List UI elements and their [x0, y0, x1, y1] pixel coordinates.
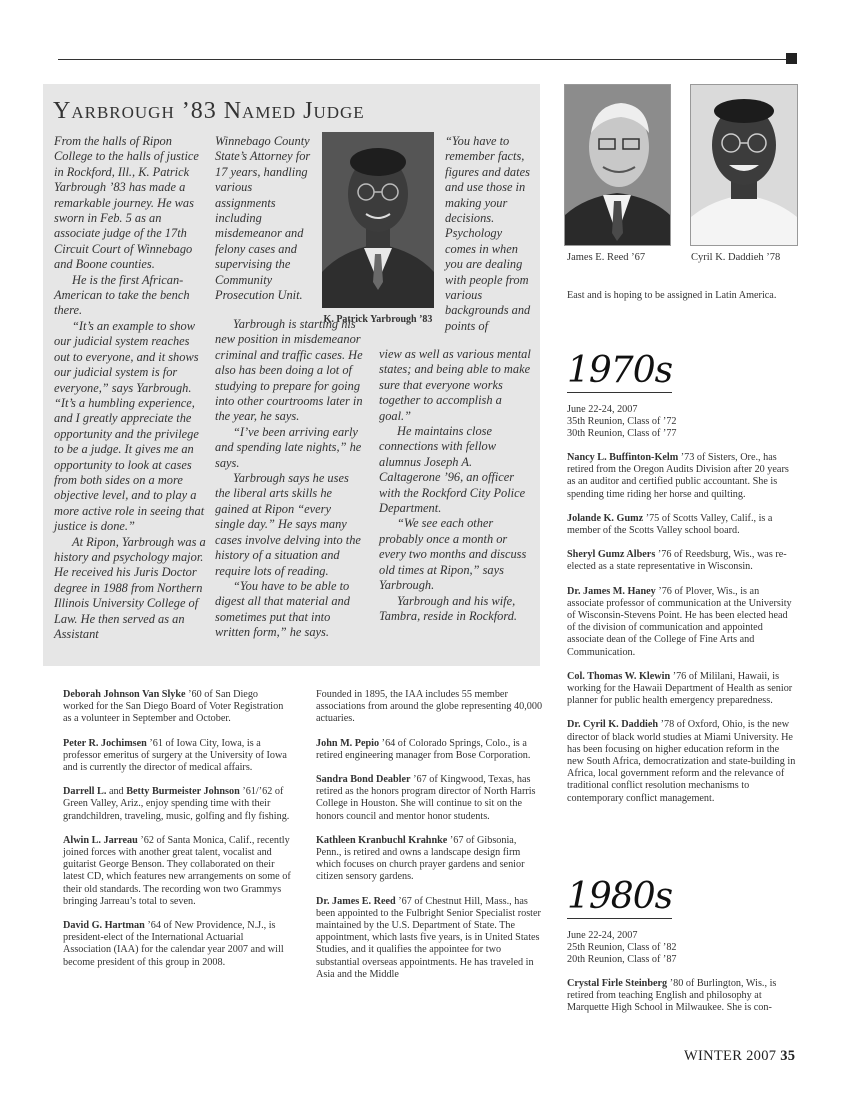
reunion-date: June 22-24, 2007	[567, 930, 638, 941]
note-text: ’75 of Scotts Valley, Calif., is a member of the Scotts Valley school board.	[567, 512, 773, 537]
note-text: ’73 of Sisters, Ore., has retired from the Oregon Audits Division after 20 years as an auditor and certified public accountant. She is spending time riding her horse and quilting.	[567, 452, 789, 500]
note-text: ’60 of San Diego worked for the San Diego Board of Voter Registration as a volunteer in September and October.	[63, 689, 284, 725]
class-note	[63, 786, 291, 823]
feature-paragraph: Yarbrough says he uses the liberal arts skills he gained at Ripon “every single day.” He says many cases involve delving into the history of a situation and require lots of reading.	[215, 471, 361, 578]
feature-paragraph: From the halls of Ripon College to the halls of justice in Rockford, Ill., K. Patrick Yarbrough ’83 has made a remarkable journey. He was sworn in Feb. 5 as an associate judge of the 17th Circuit Court of Winnebago and Boone counties.	[54, 134, 199, 272]
feature-article	[43, 84, 540, 666]
class-note	[316, 738, 544, 762]
class-note	[316, 896, 544, 981]
class-notes-continued	[567, 290, 797, 314]
alumni-name: Kathleen Kranbuchl Krahnke	[316, 834, 448, 846]
note-text: and	[106, 786, 127, 798]
alumni-name: Jolande K. Gumz	[567, 512, 644, 524]
class-note	[63, 835, 291, 908]
alumni-name: Dr. James M. Haney	[567, 585, 656, 597]
class-notes-column-b	[316, 689, 544, 993]
feature-paragraph: At Ripon, Yarbrough was a history and psychology major. He received his Juris Doctor degree in 1988 from Northern Illinois University College of Law. He then served as an Assistant	[54, 534, 206, 641]
class-notes-1980s	[567, 930, 797, 1027]
class-note	[63, 689, 291, 726]
decade-underline	[567, 392, 672, 393]
class-note	[567, 513, 797, 537]
feature-column-3-bottom	[379, 347, 535, 624]
reunion-info	[567, 930, 797, 966]
reed-photo	[564, 84, 671, 246]
class-note	[567, 671, 797, 708]
class-note	[567, 586, 797, 659]
decade-heading-1970s: 1970s	[567, 350, 673, 391]
alumni-name: Col. Thomas W. Klewin	[567, 670, 671, 682]
decade-heading-1980s: 1980s	[567, 876, 673, 917]
page-folio	[684, 1048, 795, 1065]
reunion-line: 35th Reunion, Class of ’72	[567, 416, 677, 427]
class-note	[63, 738, 291, 775]
issue-label: WINTER 2007	[684, 1048, 777, 1064]
top-rule-marker	[786, 53, 797, 64]
alumni-name: Deborah Johnson Van Slyke	[63, 689, 186, 700]
alumni-name: Nancy L. Buffinton-Kelm	[567, 452, 679, 463]
feature-column-2-top	[215, 134, 315, 303]
note-text: ’61/’62 of Green Valley, Ariz., enjoy spending time with their grandchildren, traveling, music, golfing and fly fishing.	[63, 786, 290, 822]
decade-underline	[567, 918, 672, 919]
class-note	[567, 719, 797, 804]
note-text: ’67 of Gibsonia, Penn., is retired and owns a landscape design firm which focuses on church prayer gardens and senior citizen sensory gardens.	[316, 834, 525, 883]
feature-paragraph: view as well as various mental states; and being able to make sure that everyone works together to accomplish a goal.”	[379, 347, 531, 423]
feature-paragraph: He is the first African-American to take the bench there.	[54, 272, 190, 318]
feature-paragraph: Yarbrough is starting his new position in misdemeanor criminal and traffic cases. He also has been doing a lot of studying to prepare for going into other courtrooms later in the year, he says.	[215, 317, 363, 424]
note-text: ’67 of Chestnut Hill, Mass., has been appointed to the Fulbright Senior Specialist roster maintained by the U.S. Department of State. The appointment, which lasts five years, is in United States Studies, and it qualifies the appointee for two substantial overseas appointments. He has traveled in Asia and the Middle	[316, 895, 541, 980]
note-text: ’76 of Plover, Wis., is an associate professor of communication at the University of Wisconsin-Stevens Point. He has been elected head of the division of communication and appointed associate dean of the College of Fine Arts and Communication.	[567, 585, 792, 658]
alumni-name: Alwin L. Jarreau	[63, 834, 138, 846]
note-text: ’80 of Burlington, Wis., is retired from teaching English and philosophy at Marquette High School in Milwaukee. She is con-	[567, 978, 777, 1014]
feature-column-1	[54, 134, 206, 642]
feature-paragraph: “You have to remember facts, figures and dates and use those in making your decisions. Psychology comes in when you are dealing with people from various backgrounds and points of	[445, 134, 531, 333]
page-number: 35	[780, 1048, 796, 1064]
note-text: ’67 of Kingwood, Texas, has retired as the honors program director of North Harris College in Houston. She will continue to sit on the honors council and mentor honor students.	[316, 774, 536, 822]
reunion-line: 25th Reunion, Class of ’82	[567, 942, 677, 953]
feature-paragraph: “It’s an example to show our judicial system reaches out to everyone, and it shows our judicial system is for everyone,” says Yarbrough. “It’s a humbling experience, and I greatly appreciate the opportunity and the privilege to be a judge. It gives me an opportunity to look at cases from both sides on a more objective level, and to play a more active role in seeing that justice is done.”	[54, 318, 205, 534]
reed-caption: James E. Reed ’67	[567, 252, 646, 263]
alumni-name: Dr. James E. Reed	[316, 895, 396, 907]
feature-title: Yarbrough ’83 Named Judge	[53, 98, 365, 124]
feature-paragraph: Yarbrough and his wife, Tambra, reside in Rockford.	[379, 593, 518, 623]
note-text: ’64 of Colorado Springs, Colo., is a retired engineering manager from Bose Corporation.	[316, 737, 531, 761]
feature-paragraph: “We see each other probably once a month or every two months and discuss old times at Ripon,” says Yarbrough.	[379, 516, 527, 593]
note-text: ’62 of Santa Monica, Calif., recently joined forces with another great talent, vocalist and guitarist George Benson. They collaborated on their latest CD, which features new arrangements on some of their old standards. The recording won two Grammys bringing Jarreau’s total to seven.	[63, 834, 291, 907]
alumni-name: Peter R. Jochimsen	[63, 737, 147, 749]
class-note: East and is hoping to be assigned in Latin America.	[567, 290, 777, 301]
class-note	[567, 549, 797, 573]
class-note	[316, 835, 544, 884]
note-text: ’76 of Mililani, Hawaii, is working for the Hawaii Department of Health as senior planner for public health emergency preparedness.	[567, 670, 793, 707]
reunion-line: 30th Reunion, Class of ’77	[567, 428, 677, 439]
alumni-name: Sheryl Gumz Albers	[567, 549, 656, 561]
class-notes-column-a	[63, 689, 291, 981]
class-note	[567, 452, 797, 501]
note-text: ’78 of Oxford, Ohio, is the new director of black world studies at Miami University. He has been focusing on higher education reform in the new South Africa, democratization and state-building in Africa, local government reform and the relevance of traditional conflict resolution mechanisms to contemporary conflict management.	[567, 719, 796, 804]
feature-column-3-top	[445, 134, 535, 334]
alumni-name: Darrell L.	[63, 786, 107, 798]
portrait-caption: K. Patrick Yarbrough ’83	[323, 314, 433, 325]
note-text: ’76 of Reedsburg, Wis., was re-elected as a state representative in Wisconsin.	[567, 549, 787, 573]
alumni-name: Sandra Bond Deabler	[316, 774, 411, 786]
feature-paragraph: “You have to be able to digest all that material and sometimes put that into written form,” he says.	[215, 578, 350, 640]
alumni-name: John M. Pepio	[316, 737, 380, 749]
note-text: ’61 of Iowa City, Iowa, is a professor emeritus of surgery at the University of Iowa and is currently the director of medical affairs.	[63, 737, 287, 774]
class-note	[316, 774, 544, 823]
alumni-name: Dr. Cyril K. Daddieh	[567, 719, 659, 731]
class-note	[567, 978, 797, 1015]
daddieh-caption: Cyril K. Daddieh ’78	[691, 252, 781, 263]
alumni-name: Betty Burmeister Johnson	[126, 786, 240, 798]
class-note	[316, 689, 544, 726]
top-rule	[58, 59, 788, 60]
daddieh-photo	[690, 84, 798, 246]
reunion-info	[567, 404, 797, 440]
feature-paragraph: “I’ve been arriving early and spending late nights,” he says.	[215, 424, 362, 470]
reunion-line: 20th Reunion, Class of ’87	[567, 954, 677, 965]
note-text: ’64 of New Providence, N.J., is president-elect of the International Actuarial Association (IAA) for the calendar year 2007 and will become president of this group in 2008.	[63, 920, 284, 968]
feature-paragraph: Winnebago County State’s Attorney for 17 years, handling various assignments including misdemeanor and felony cases and supervising the Community Prosecution Unit.	[215, 134, 311, 303]
yarbrough-portrait	[322, 132, 434, 308]
alumni-name: David G. Hartman	[63, 920, 145, 932]
reunion-date: June 22-24, 2007	[567, 404, 638, 415]
class-notes-1970s	[567, 404, 797, 817]
feature-paragraph: He maintains close connections with fellow alumnus Joseph A. Caltagerone ’96, an officer with the Rockford City Police Department.	[379, 424, 526, 516]
class-note	[63, 920, 291, 969]
note-text: Founded in 1895, the IAA includes 55 member associations from around the globe representing 40,000 actuaries.	[316, 689, 543, 725]
alumni-name: Crystal Firle Steinberg	[567, 978, 668, 989]
feature-column-2-bottom	[215, 317, 363, 641]
